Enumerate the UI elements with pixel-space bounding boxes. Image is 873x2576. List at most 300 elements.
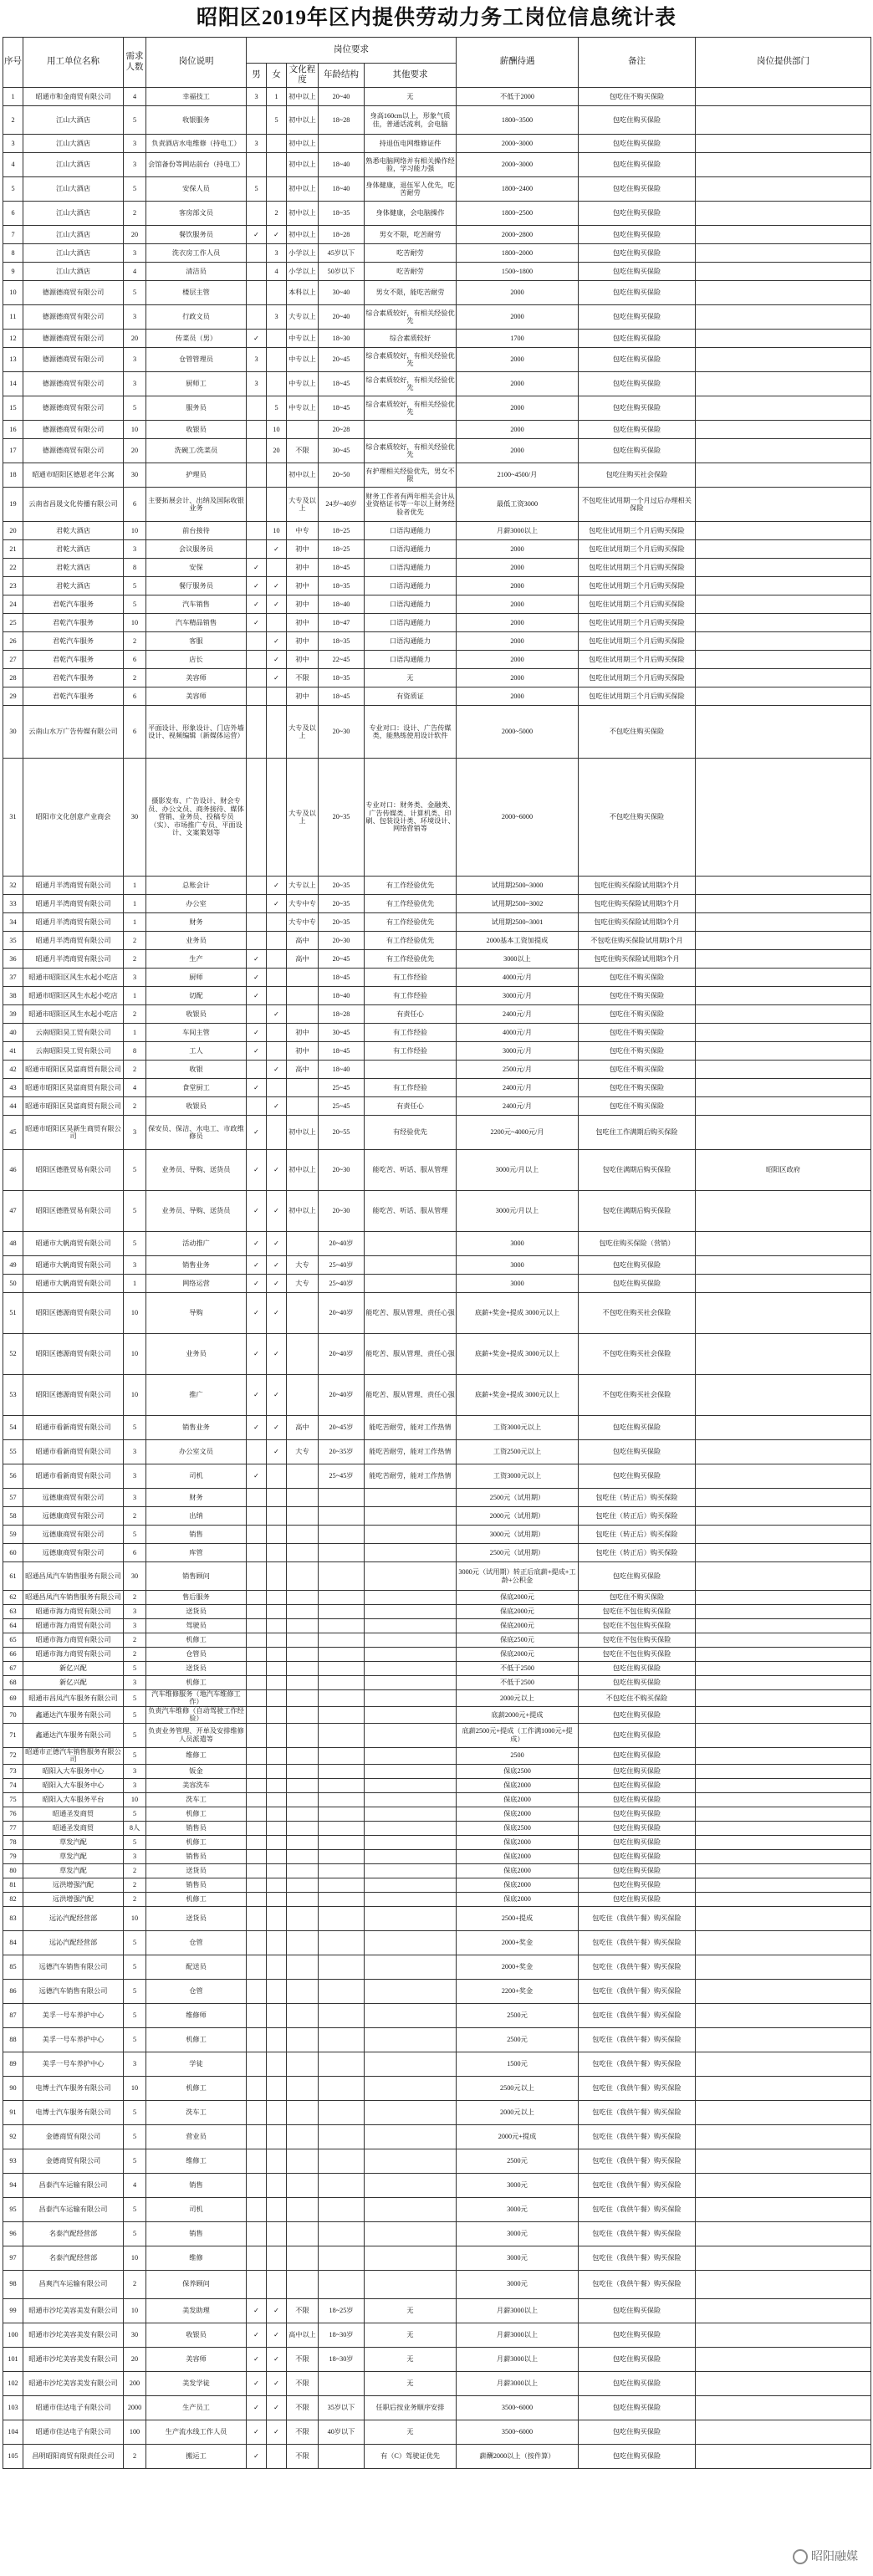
- cell-salary: 1500元: [457, 2052, 579, 2076]
- cell-employer: 昭通市昭阳区德恩老年公寓: [23, 463, 124, 488]
- cell-remarks: 包吃住购买保险: [579, 439, 696, 463]
- cell-female: [267, 1662, 287, 1676]
- cell-education: [287, 1807, 319, 1821]
- cell-position: 负责酒店水电维修（持电工）: [146, 135, 247, 153]
- cell-remarks: 包吃住（转正后）购买保险: [579, 1526, 696, 1544]
- cell-other: [365, 1232, 457, 1256]
- cell-remarks: 包吃住不购买保险: [579, 1591, 696, 1605]
- cell-male: ✓: [247, 2371, 267, 2395]
- cell-employer: 昭通市沙坨美容美发有限公司: [23, 2323, 124, 2347]
- cell-count: 4: [124, 263, 146, 281]
- cell-dept: [696, 1191, 871, 1232]
- cell-female: [267, 1863, 287, 1878]
- cell-remarks: 包吃住试用期三个月后购买保险: [579, 522, 696, 540]
- cell-male: ✓: [247, 559, 267, 577]
- cell-remarks: 包吃住不包住购买保险: [579, 1605, 696, 1619]
- cell-employer: 昭通昌凤汽车销售服务有限公司: [23, 1591, 124, 1605]
- cell-employer: 君乾大酒店: [23, 540, 124, 559]
- cell-seq: 27: [3, 651, 23, 669]
- cell-employer: 昭通市大帆商贸有限公司: [23, 1256, 124, 1275]
- table-row: [3, 263, 871, 281]
- cell-other: [365, 2270, 457, 2298]
- cell-education: 中专以上: [287, 372, 319, 396]
- cell-remarks: 包吃住购买社会保险: [579, 463, 696, 488]
- cell-age: [319, 2124, 365, 2149]
- cell-seq: 58: [3, 1507, 23, 1526]
- cell-dept: [696, 2420, 871, 2444]
- cell-dept: [696, 1906, 871, 1930]
- cell-seq: 46: [3, 1150, 23, 1191]
- cell-count: 5: [124, 396, 146, 421]
- cell-education: [287, 969, 319, 987]
- cell-position: 机修工: [146, 1633, 247, 1648]
- cell-dept: [696, 1633, 871, 1648]
- cell-male: ✓: [247, 595, 267, 614]
- cell-position: 销售: [146, 2173, 247, 2197]
- cell-salary: 2100~4500/月: [457, 463, 579, 488]
- cell-position: 维修师: [146, 2003, 247, 2027]
- cell-count: 5: [124, 1807, 146, 1821]
- cell-other: [365, 2124, 457, 2149]
- cell-salary: 2000~3000: [457, 135, 579, 153]
- cell-position: 前台接待: [146, 522, 247, 540]
- cell-count: 5: [124, 2003, 146, 2027]
- cell-employer: 新亿兴配: [23, 1676, 124, 1690]
- cell-count: 2: [124, 1648, 146, 1662]
- cell-position: 食堂厨工: [146, 1079, 247, 1097]
- cell-male: [247, 244, 267, 263]
- cell-dept: [696, 1275, 871, 1293]
- cell-female: ✓: [267, 1061, 287, 1079]
- cell-female: [267, 1079, 287, 1097]
- cell-remarks: 不包吃住购买社会保险: [579, 1334, 696, 1375]
- header-seq: 序号: [3, 38, 23, 88]
- cell-remarks: 包吃住（我供午餐）购买保险: [579, 2221, 696, 2246]
- cell-remarks: 包吃住购买保险: [579, 2395, 696, 2420]
- cell-male: ✓: [247, 226, 267, 244]
- cell-count: 20: [124, 330, 146, 348]
- cell-employer: 昭通市昭阳区风生水起小吃店: [23, 1005, 124, 1024]
- cell-position: 厨师工: [146, 372, 247, 396]
- cell-employer: 昭通月半湾商贸有限公司: [23, 877, 124, 895]
- cell-salary: 试用期2500~3002: [457, 895, 579, 913]
- table-row: [3, 1662, 871, 1676]
- cell-age: [319, 2197, 365, 2221]
- cell-remarks: 不包吃住购买社会保险: [579, 1375, 696, 1416]
- cell-seq: 62: [3, 1591, 23, 1605]
- cell-position: 机修工: [146, 1676, 247, 1690]
- cell-female: ✓: [267, 2420, 287, 2444]
- cell-education: [287, 1232, 319, 1256]
- cell-employer: 昭通市和金商贸有限公司: [23, 88, 124, 106]
- cell-other: [365, 1662, 457, 1676]
- cell-employer: 昭通市海力商贸有限公司: [23, 1619, 124, 1633]
- cell-seq: 22: [3, 559, 23, 577]
- cell-education: 大专及以上: [287, 706, 319, 759]
- cell-employer: 昭通市昌凤汽车服务有限公司: [23, 1690, 124, 1707]
- cell-position: 维修工: [146, 1747, 247, 1764]
- cell-education: 初中以上: [287, 88, 319, 106]
- cell-other: [365, 1526, 457, 1544]
- cell-age: 18~28: [319, 1005, 365, 1024]
- cell-salary: 试用期2500~3000: [457, 877, 579, 895]
- table-row: [3, 2003, 871, 2027]
- cell-education: [287, 1706, 319, 1723]
- cell-education: 初中以上: [287, 1191, 319, 1232]
- cell-dept: [696, 2027, 871, 2052]
- cell-remarks: 包吃住购买保险: [579, 202, 696, 226]
- cell-other: 能吃苦、听话、服从管理: [365, 1150, 457, 1191]
- cell-position: 客房部文员: [146, 202, 247, 226]
- table-row: [3, 2347, 871, 2371]
- cell-female: [267, 1690, 287, 1707]
- cell-seq: 34: [3, 913, 23, 932]
- cell-education: [287, 1979, 319, 2003]
- cell-age: [319, 1633, 365, 1648]
- cell-female: [267, 614, 287, 632]
- cell-age: 30~40: [319, 281, 365, 305]
- cell-dept: [696, 932, 871, 950]
- cell-other: [365, 1489, 457, 1507]
- cell-salary: 月薪3000以上: [457, 2323, 579, 2347]
- cell-male: ✓: [247, 969, 267, 987]
- cell-salary: 3000元: [457, 2270, 579, 2298]
- cell-seq: 19: [3, 488, 23, 522]
- cell-remarks: 包吃住购买保险: [579, 226, 696, 244]
- cell-count: 1: [124, 987, 146, 1005]
- table-row: [3, 2395, 871, 2420]
- cell-education: [287, 1293, 319, 1334]
- cell-dept: [696, 2173, 871, 2197]
- cell-age: 18~30岁: [319, 2323, 365, 2347]
- cell-employer: 德源德商贸有限公司: [23, 305, 124, 330]
- cell-male: [247, 421, 267, 439]
- cell-seq: 8: [3, 244, 23, 263]
- cell-age: [319, 1591, 365, 1605]
- cell-other: [365, 421, 457, 439]
- cell-age: 20~35: [319, 759, 365, 877]
- cell-count: 30: [124, 1562, 146, 1591]
- cell-education: [287, 2076, 319, 2100]
- cell-position: 业务员、导购、送货员: [146, 1150, 247, 1191]
- cell-female: [267, 2003, 287, 2027]
- cell-salary: 2000: [457, 372, 579, 396]
- cell-count: 2: [124, 1892, 146, 1906]
- cell-remarks: 包吃住购买保险: [579, 1835, 696, 1849]
- cell-salary: 3500~6000: [457, 2395, 579, 2420]
- cell-employer: 金德商贸有限公司: [23, 2124, 124, 2149]
- cell-age: 20~45: [319, 950, 365, 969]
- cell-age: [319, 1930, 365, 1955]
- cell-remarks: 包吃住试用期三个月后购买保险: [579, 595, 696, 614]
- cell-male: 3: [247, 135, 267, 153]
- cell-remarks: 包吃住不购买保险: [579, 1097, 696, 1116]
- cell-male: ✓: [247, 330, 267, 348]
- table-row: [3, 1849, 871, 1863]
- cell-salary: 1800~2000: [457, 244, 579, 263]
- cell-salary: 1500~1800: [457, 263, 579, 281]
- cell-position: 美发学徒: [146, 2371, 247, 2395]
- cell-position: 仓管: [146, 1930, 247, 1955]
- cell-employer: 云南昭阳昊工贸有限公司: [23, 1042, 124, 1061]
- cell-other: [365, 2027, 457, 2052]
- cell-seq: 89: [3, 2052, 23, 2076]
- cell-age: [319, 1835, 365, 1849]
- cell-remarks: 包吃住（转正后）购买保险: [579, 1489, 696, 1507]
- cell-male: ✓: [247, 2395, 267, 2420]
- cell-employer: 远沁汽配经营部: [23, 1930, 124, 1955]
- cell-education: [287, 1690, 319, 1707]
- table-row: [3, 1619, 871, 1633]
- cell-dept: [696, 244, 871, 263]
- cell-other: [365, 2100, 457, 2124]
- cell-male: [247, 1591, 267, 1605]
- table-row: [3, 1275, 871, 1293]
- cell-position: 洗车工: [146, 1792, 247, 1807]
- cell-male: [247, 1562, 267, 1591]
- cell-education: 初中: [287, 1024, 319, 1042]
- cell-seq: 91: [3, 2100, 23, 2124]
- cell-remarks: 包吃住购买保险: [579, 1464, 696, 1489]
- cell-female: [267, 913, 287, 932]
- cell-seq: 51: [3, 1293, 23, 1334]
- cell-male: ✓: [247, 1232, 267, 1256]
- cell-remarks: 不包吃住购买保险: [579, 706, 696, 759]
- cell-seq: 63: [3, 1605, 23, 1619]
- cell-dept: [696, 540, 871, 559]
- cell-position: 维修: [146, 2246, 247, 2270]
- cell-age: 30~45: [319, 1024, 365, 1042]
- cell-female: ✓: [267, 1440, 287, 1464]
- cell-seq: 98: [3, 2270, 23, 2298]
- cell-remarks: 包吃住试用期三个月后购买保险: [579, 559, 696, 577]
- cell-position: 生产员工: [146, 2395, 247, 2420]
- cell-position: 安保人员: [146, 177, 247, 202]
- cell-salary: 4000元/月: [457, 1024, 579, 1042]
- cell-other: 身高160cm以上，形象气质佳，普通话流利，会电脑: [365, 106, 457, 135]
- cell-female: [267, 2076, 287, 2100]
- cell-employer: 昌泰汽车运输有限公司: [23, 2197, 124, 2221]
- cell-remarks: 包吃住购买保险: [579, 305, 696, 330]
- cell-other: 有工作经验优先: [365, 950, 457, 969]
- cell-position: 收银员: [146, 1097, 247, 1116]
- cell-other: [365, 1605, 457, 1619]
- cell-other: [365, 1507, 457, 1526]
- cell-salary: 2000~6000: [457, 759, 579, 877]
- cell-age: 35岁以下: [319, 2395, 365, 2420]
- cell-employer: 远德康商贸有限公司: [23, 1544, 124, 1562]
- cell-female: [267, 1116, 287, 1150]
- cell-salary: 4000元/月: [457, 969, 579, 987]
- cell-male: [247, 895, 267, 913]
- watermark-text: 昭阳融媒: [811, 2548, 858, 2563]
- table-row: [3, 1507, 871, 1526]
- table-row: [3, 1633, 871, 1648]
- cell-dept: [696, 202, 871, 226]
- cell-male: ✓: [247, 2347, 267, 2371]
- cell-seq: 66: [3, 1648, 23, 1662]
- cell-education: 初中: [287, 577, 319, 595]
- cell-female: ✓: [267, 669, 287, 687]
- cell-salary: 3000元: [457, 2221, 579, 2246]
- cell-remarks: 包吃住（我供午餐）购买保险: [579, 2246, 696, 2270]
- cell-remarks: 包吃住购买保险试用期3个月: [579, 913, 696, 932]
- cell-education: [287, 2149, 319, 2173]
- cell-seq: 104: [3, 2420, 23, 2444]
- cell-count: 5: [124, 1930, 146, 1955]
- cell-employer: 昭阳区德源商贸有限公司: [23, 1334, 124, 1375]
- table-row: [3, 1526, 871, 1544]
- cell-age: [319, 1955, 365, 1979]
- table-row: [3, 559, 871, 577]
- cell-age: 20~35岁: [319, 1440, 365, 1464]
- cell-position: 机修工: [146, 2027, 247, 2052]
- cell-count: 6: [124, 687, 146, 706]
- cell-other: 无: [365, 2371, 457, 2395]
- cell-salary: 工资3000元以上: [457, 1416, 579, 1440]
- cell-position: 会议服务员: [146, 540, 247, 559]
- cell-count: 5: [124, 1690, 146, 1707]
- cell-other: 有工作经验优先: [365, 877, 457, 895]
- cell-male: [247, 1723, 267, 1747]
- cell-other: 有责任心: [365, 1005, 457, 1024]
- cell-education: [287, 1375, 319, 1416]
- cell-seq: 81: [3, 1878, 23, 1892]
- cell-education: 初中以上: [287, 202, 319, 226]
- cell-remarks: 包吃住（我供午餐）购买保险: [579, 2197, 696, 2221]
- cell-position: 搬运工: [146, 2444, 247, 2468]
- cell-dept: [696, 2270, 871, 2298]
- cell-remarks: 包吃住购买保险试用期3个月: [579, 895, 696, 913]
- cell-salary: 3000元/月以上: [457, 1191, 579, 1232]
- cell-employer: 昌泰汽车运输有限公司: [23, 2173, 124, 2197]
- cell-position: 业务员、导购、送货员: [146, 1191, 247, 1232]
- table-row: [3, 1979, 871, 2003]
- cell-dept: [696, 987, 871, 1005]
- cell-education: 大专以上: [287, 877, 319, 895]
- cell-dept: [696, 577, 871, 595]
- table-row: [3, 2197, 871, 2221]
- cell-employer: 云南山水万广告传媒有限公司: [23, 706, 124, 759]
- cell-count: 1: [124, 895, 146, 913]
- cell-other: 无: [365, 669, 457, 687]
- cell-age: [319, 1878, 365, 1892]
- table-row: [3, 281, 871, 305]
- cell-male: [247, 2246, 267, 2270]
- cell-seq: 12: [3, 330, 23, 348]
- cell-male: [247, 1489, 267, 1507]
- cell-other: [365, 1723, 457, 1747]
- cell-position: 导购: [146, 1293, 247, 1334]
- cell-seq: 103: [3, 2395, 23, 2420]
- cell-salary: 2000~2800: [457, 226, 579, 244]
- cell-salary: 1800~2400: [457, 177, 579, 202]
- cell-dept: [696, 2221, 871, 2246]
- header-count: 需求人数: [124, 38, 146, 88]
- cell-age: 25~40岁: [319, 1275, 365, 1293]
- cell-seq: 36: [3, 950, 23, 969]
- table-row: [3, 1293, 871, 1334]
- cell-age: 25~45岁: [319, 1464, 365, 1489]
- table-row: [3, 1416, 871, 1440]
- cell-count: 5: [124, 1150, 146, 1191]
- table-row: [3, 439, 871, 463]
- table-row: [3, 421, 871, 439]
- table-header: [3, 38, 871, 88]
- cell-position: 负责汽车维修（自动驾驶工作经验）: [146, 1706, 247, 1723]
- cell-age: [319, 2270, 365, 2298]
- cell-position: 仓管管理员: [146, 348, 247, 372]
- cell-employer: 昭通月半湾商贸有限公司: [23, 950, 124, 969]
- cell-employer: 名泰汽配经营部: [23, 2246, 124, 2270]
- cell-other: 有工作经验: [365, 1024, 457, 1042]
- cell-count: 2: [124, 1061, 146, 1079]
- cell-education: [287, 1648, 319, 1662]
- cell-seq: 67: [3, 1662, 23, 1676]
- cell-dept: [696, 2100, 871, 2124]
- cell-female: ✓: [267, 1097, 287, 1116]
- cell-education: 初中: [287, 1042, 319, 1061]
- cell-employer: 德源德商贸有限公司: [23, 396, 124, 421]
- cell-employer: 昭阳市文化创意产业商会: [23, 759, 124, 877]
- cell-other: 有（C）驾驶证优先: [365, 2444, 457, 2468]
- cell-position: 库管: [146, 1544, 247, 1562]
- cell-other: 专业对口：财务类、金融类、广告传媒类、计算机类、印刷、包装设计类、环境设计、网络营销等: [365, 759, 457, 877]
- cell-salary: 3000元/月: [457, 987, 579, 1005]
- cell-remarks: 包吃住不包住购买保险: [579, 1619, 696, 1633]
- cell-age: 18~35: [319, 202, 365, 226]
- cell-salary: 底薪+奖金+提成 3000元以上: [457, 1375, 579, 1416]
- cell-other: [365, 1275, 457, 1293]
- cell-education: 不限: [287, 2298, 319, 2323]
- table-body: [3, 88, 871, 2469]
- cell-seq: 71: [3, 1723, 23, 1747]
- cell-age: [319, 2246, 365, 2270]
- header-employer: 用工单位名称: [23, 38, 124, 88]
- cell-seq: 93: [3, 2149, 23, 2173]
- cell-count: 5: [124, 1835, 146, 1849]
- cell-education: 高中以上: [287, 2323, 319, 2347]
- cell-other: [365, 1863, 457, 1878]
- cell-dept: [696, 1690, 871, 1707]
- cell-dept: [696, 2444, 871, 2468]
- cell-count: 2: [124, 1097, 146, 1116]
- cell-count: 2: [124, 950, 146, 969]
- cell-education: 高中: [287, 1061, 319, 1079]
- cell-male: [247, 1648, 267, 1662]
- table-row: [3, 2246, 871, 2270]
- cell-employer: 昭通市海力商贸有限公司: [23, 1633, 124, 1648]
- cell-other: [365, 1878, 457, 1892]
- cell-other: 口语沟通能力: [365, 632, 457, 651]
- table-row: [3, 1792, 871, 1807]
- cell-female: ✓: [267, 577, 287, 595]
- cell-position: 收银员: [146, 1005, 247, 1024]
- cell-seq: 18: [3, 463, 23, 488]
- cell-salary: 2000: [457, 540, 579, 559]
- cell-education: [287, 1605, 319, 1619]
- cell-age: 25~45: [319, 1097, 365, 1116]
- cell-employer: 昌爽汽车运输有限公司: [23, 2270, 124, 2298]
- cell-female: [267, 2124, 287, 2149]
- cell-employer: 美孚一号车养护中心: [23, 2003, 124, 2027]
- cell-male: [247, 1792, 267, 1807]
- cell-female: [267, 1619, 287, 1633]
- cell-seq: 47: [3, 1191, 23, 1232]
- table-row: [3, 895, 871, 913]
- cell-female: [267, 1892, 287, 1906]
- table-row: [3, 759, 871, 877]
